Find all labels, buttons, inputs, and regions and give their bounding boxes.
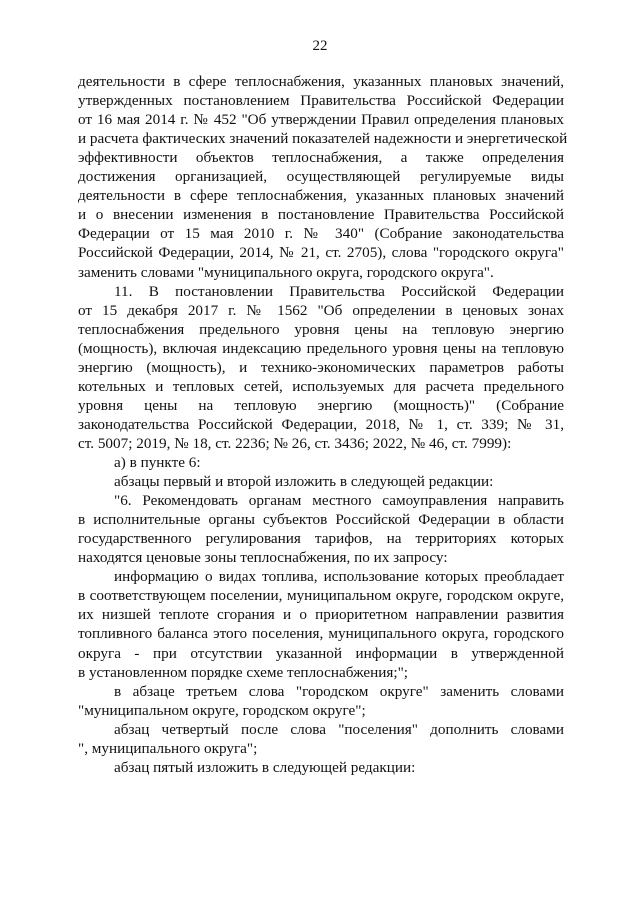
- text-line: топливного баланса этого поселения, муниципального округа, городского: [78, 625, 564, 643]
- text-line: ст. 5007; 2019, № 18, ст. 2236; № 26, ст. 3436; 2022, № 46, ст. 7999):: [78, 434, 512, 452]
- text-line: утвержденных постановлением Правительства Российской Федерации: [78, 92, 564, 110]
- text-line: в установленном порядке схеме теплоснабжения;";: [78, 663, 408, 681]
- text-line: "муниципальном округе, городском округе";: [78, 701, 366, 719]
- text-line: "6. Рекомендовать органам местного самоуправления направить: [114, 492, 564, 510]
- text-line: котельных и тепловых сетей, используемых для расчета предельного: [78, 377, 564, 395]
- text-line: от 16 мая 2014 г. № 452 "Об утверждении Правил определения плановых: [78, 111, 564, 129]
- page-number: 22: [312, 38, 328, 54]
- text-line: Федерации от 15 мая 2010 г. № 340" (Собрание законодательства: [78, 225, 564, 243]
- text-line: абзацы первый и второй изложить в следующей редакции:: [114, 473, 494, 491]
- text-line: в абзаце третьем слова "городском округе" заменить словами: [114, 682, 564, 700]
- text-line: Российской Федерации, 2014, № 21, ст. 2705), слова "городского округа": [78, 244, 564, 262]
- text-line: и расчета фактических значений показателей надежности и энергетической: [78, 130, 568, 148]
- text-line: законодательства Российской Федерации, 2018, № 1, ст. 339; № 31,: [78, 415, 564, 433]
- text-line: а) в пункте 6:: [114, 454, 201, 471]
- text-line: находятся ценовые зоны теплоснабжения, по их запросу:: [78, 549, 448, 567]
- text-line: их низшей теплоте сгорания и о приоритетном направлении развития: [78, 606, 564, 624]
- text-line: заменить словами "муниципального округа, городского округа".: [78, 263, 494, 281]
- text-line: от 15 декабря 2017 г. № 1562 "Об определении в ценовых зонах: [78, 301, 564, 319]
- text-line: деятельности в сфере теплоснабжения, указанных плановых значений: [78, 187, 564, 205]
- text-line: эффективности объектов теплоснабжения, а также определения: [78, 149, 564, 167]
- text-line: округа - при отсутствии указанной информации в утвержденной: [78, 644, 564, 662]
- text-line: (мощность), включая индексацию предельного уровня цены на тепловую: [78, 339, 564, 357]
- text-line: энергию (мощность), и технико-экономических параметров работы: [78, 358, 564, 376]
- text-line: деятельности в сфере теплоснабжения, указанных плановых значений,: [78, 73, 564, 90]
- text-line: 11. В постановлении Правительства Российской Федерации: [114, 282, 564, 300]
- text-line: информацию о видах топлива, использование которых преобладает: [114, 568, 564, 586]
- text-line: абзац пятый изложить в следующей редакции:: [114, 758, 416, 776]
- text-line: ", муниципального округа";: [78, 739, 258, 757]
- text-line: абзац четвертый после слова "поселения" дополнить словами: [114, 720, 564, 738]
- text-line: и о внесении изменения в постановление Правительства Российской: [78, 206, 564, 224]
- text-line: теплоснабжения предельного уровня цены на тепловую энергию: [78, 320, 564, 338]
- text-line: в исполнительные органы субъектов Российской Федерации в области: [78, 511, 564, 529]
- text-line: уровня цены на тепловую энергию (мощность)" (Собрание: [78, 396, 564, 414]
- text-line: государственного регулирования тарифов, на территориях которых: [78, 530, 564, 548]
- text-line: достижения организацией, осуществляющей регулируемые виды: [78, 168, 564, 186]
- text-line: в соответствующем поселении, муниципальном округе, городском округе,: [78, 587, 564, 605]
